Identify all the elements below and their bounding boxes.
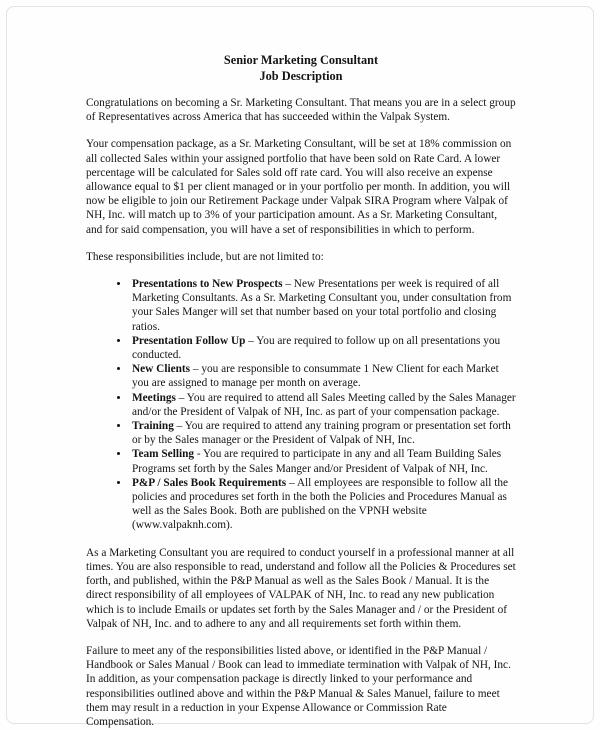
- bullet-term: P&P / Sales Book Requirements: [132, 476, 287, 489]
- list-item: [130, 277, 516, 334]
- document-title-line2: Job Description: [259, 69, 343, 83]
- bullet-text: – All employees are responsible to follow all the policies and procedures set forth in the both the Policies and Procedures Manual as well as the Sales Book. Both are published on the VPNH website (www.valpaknh.com).: [132, 476, 508, 532]
- bullet-text: – You are required to attend all Sales Meeting called by the Sales Manager and/or the President of Valpak of NH, Inc. as part of your compensation package.: [132, 391, 516, 418]
- list-item: [130, 391, 516, 419]
- bullet-term: Presentation Follow Up: [132, 334, 246, 347]
- bullet-text: – You are required to attend any training program or presentation set forth or by the Sales manager or the President of Valpak of NH, Inc.: [132, 420, 511, 447]
- bullet-term: New Clients: [132, 363, 191, 376]
- bullet-term: Team Selling: [132, 448, 195, 461]
- paragraph-responsibilities-lead: These responsibilities include, but are not limited to:: [86, 250, 324, 263]
- bullet-term: Training: [132, 420, 174, 433]
- paragraph-compensation: Your compensation package, as a Sr. Marketing Consultant, will be set at 18% commission on all collected Sales within your assigned portfolio that have been sold on Rate Card. A lower percentage will be calculated for Sales sold off rate card. You will also receive an expense allowance equal to $1 per client managed or in your portfolio per month. In addition, you will now be eligible to join our Retirement Package under Valpak SIRA Program where Valpak of NH, Inc. will match up to 3% of your participation amount. As a Sr. Marketing Consultant, and for said compensation, you will have a set of responsibilities in which to perform.: [86, 138, 512, 236]
- list-item: [130, 476, 516, 533]
- bullet-term: Presentations to New Prospects: [132, 278, 283, 291]
- list-item: [130, 334, 516, 362]
- paragraph-intro: Congratulations on becoming a Sr. Marketing Consultant. That means you are in a select group of Representatives across America that has succeeded within the Valpak System.: [86, 97, 516, 124]
- document-title-line1: Senior Marketing Consultant: [223, 53, 379, 67]
- bullet-text: - You are required to participate in any and all Team Building Sales Programs set forth by the Sales Manger and/or President of Valpak of NH, Inc.: [132, 448, 502, 475]
- bullet-text: – New Presentations per week is required of all Marketing Consultants. As a Sr. Marketing Consultant you, under consultation from your Sales Manger will set that number based on your total portfolio and closing ratios.: [132, 278, 512, 333]
- paragraph-failure: Failure to meet any of the responsibilities listed above, or identified in the P&P Manual / Handbook or Sales Manual / Book can lead to immediate termination with Valpak of NH, Inc. In addition, as your compensation package is directly linked to your performance and responsibilities outlined above and within the P&P Manual & Sales Manuel, failure to meet them may result in a reduction in your Expense Allowance or Commission Rate Compensation.: [86, 644, 511, 728]
- bullet-text: – You are required to follow up on all presentations you conducted.: [132, 334, 501, 362]
- responsibilities-list: [86, 277, 516, 533]
- paragraph-conduct: As a Marketing Consultant you are required to conduct yourself in a professional manner at all times. You are also responsible to read, understand and follow all the Policies & Procedures set forth, and published, within the P&P Manual as well as the Sales Book / Manual. It is the direct responsibility of all employees of VALPAK of NH, Inc. to read any new publication which is to include Emails or updates set forth by the Sales Manager and / or the President of Valpak of NH, Inc. and to adhere to any and all requirements set forth within them.: [86, 546, 516, 630]
- list-item: [130, 419, 516, 447]
- bullet-term: Meetings: [132, 391, 176, 404]
- bullet-text: – you are responsible to consummate 1 New Client for each Market you are assigned to manage per month on average.: [132, 363, 499, 390]
- list-item: [130, 447, 516, 475]
- list-item: [130, 362, 516, 390]
- document-title: [86, 52, 516, 84]
